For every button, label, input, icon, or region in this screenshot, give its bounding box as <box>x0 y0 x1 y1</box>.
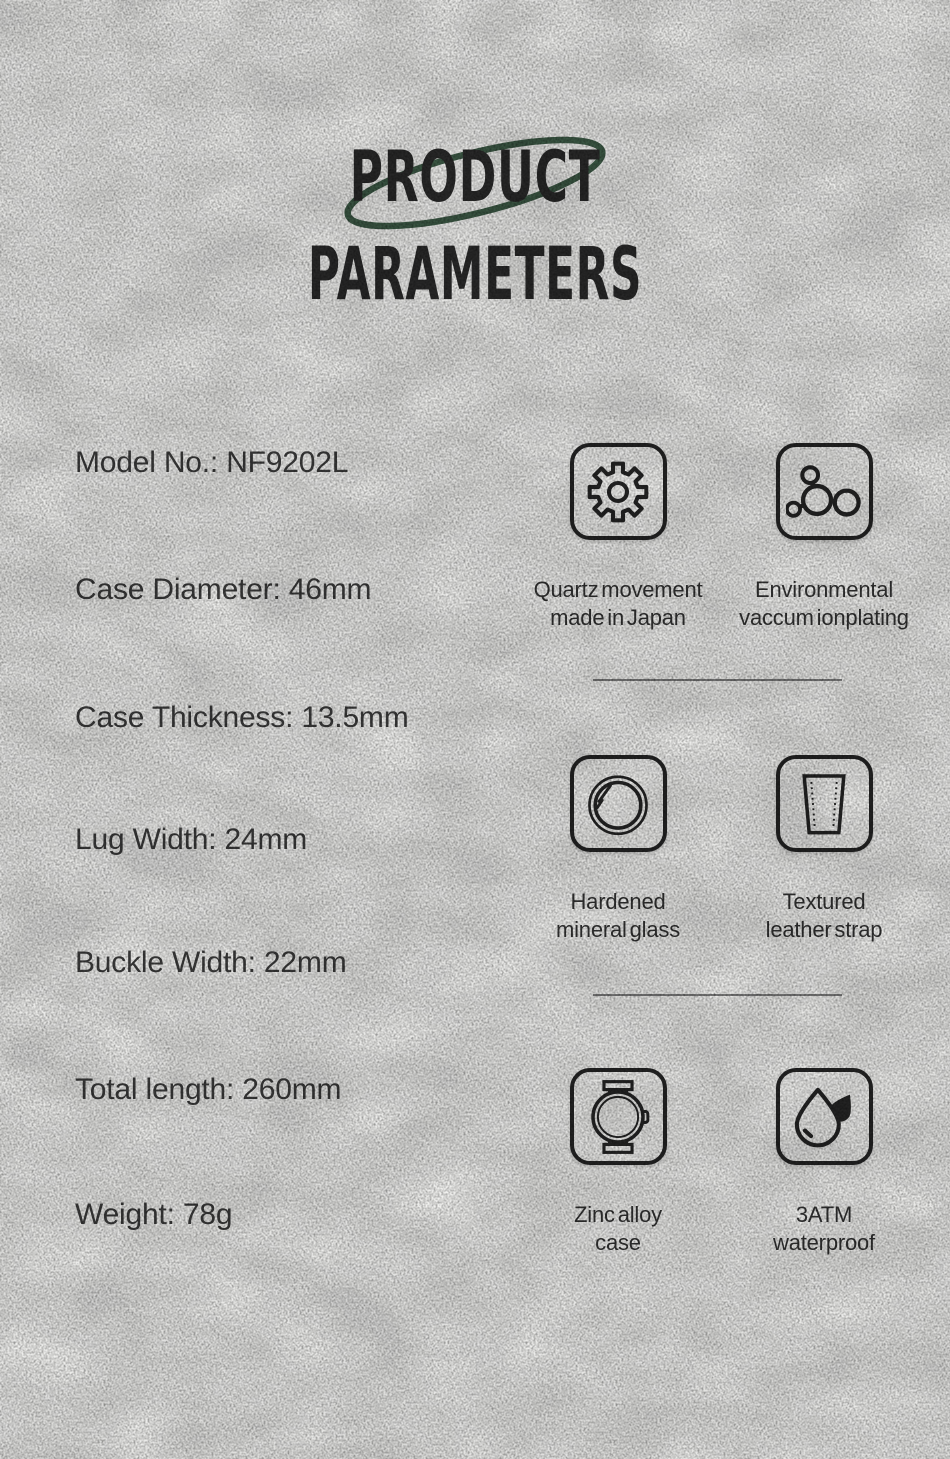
page-title-line2: PARAMETERS <box>307 232 643 317</box>
feature-caption: 3ATM waterproof <box>773 1202 875 1255</box>
page-title-line1: PRODUCT <box>349 136 601 218</box>
molecule-icon <box>776 443 873 540</box>
feature-caption: Textured leather strap <box>765 889 883 942</box>
feature-leather-strap <box>714 755 934 944</box>
spec-model-no: Model No.: NF9202L <box>75 446 349 479</box>
gear-icon <box>570 443 667 540</box>
watch-glass-icon <box>570 755 667 852</box>
feature-ion-plating <box>714 443 934 632</box>
section-divider <box>593 679 842 681</box>
feature-waterproof <box>714 1068 934 1257</box>
feature-zinc-alloy-case <box>508 1068 728 1257</box>
water-drop-icon <box>776 1068 873 1165</box>
feature-mineral-glass <box>508 755 728 944</box>
watch-case-icon <box>570 1068 667 1165</box>
feature-caption: Quartz movement made in Japan <box>533 577 703 630</box>
spec-total-length: Total length: 260mm <box>75 1073 342 1106</box>
leather-strap-icon <box>776 755 873 852</box>
feature-caption: Zinc alloy case <box>574 1202 662 1255</box>
feature-caption: Environmental vaccum ionplating <box>739 577 909 630</box>
feature-quartz-movement <box>508 443 728 632</box>
spec-case-thickness: Case Thickness: 13.5mm <box>75 701 409 734</box>
spec-weight: Weight: 78g <box>75 1198 233 1231</box>
feature-caption: Hardened mineral glass <box>555 889 680 942</box>
section-divider <box>593 994 842 996</box>
title-block <box>0 0 950 330</box>
spec-lug-width: Lug Width: 24mm <box>75 823 308 856</box>
spec-buckle-width: Buckle Width: 22mm <box>75 946 347 979</box>
spec-case-diameter: Case Diameter: 46mm <box>75 573 372 606</box>
